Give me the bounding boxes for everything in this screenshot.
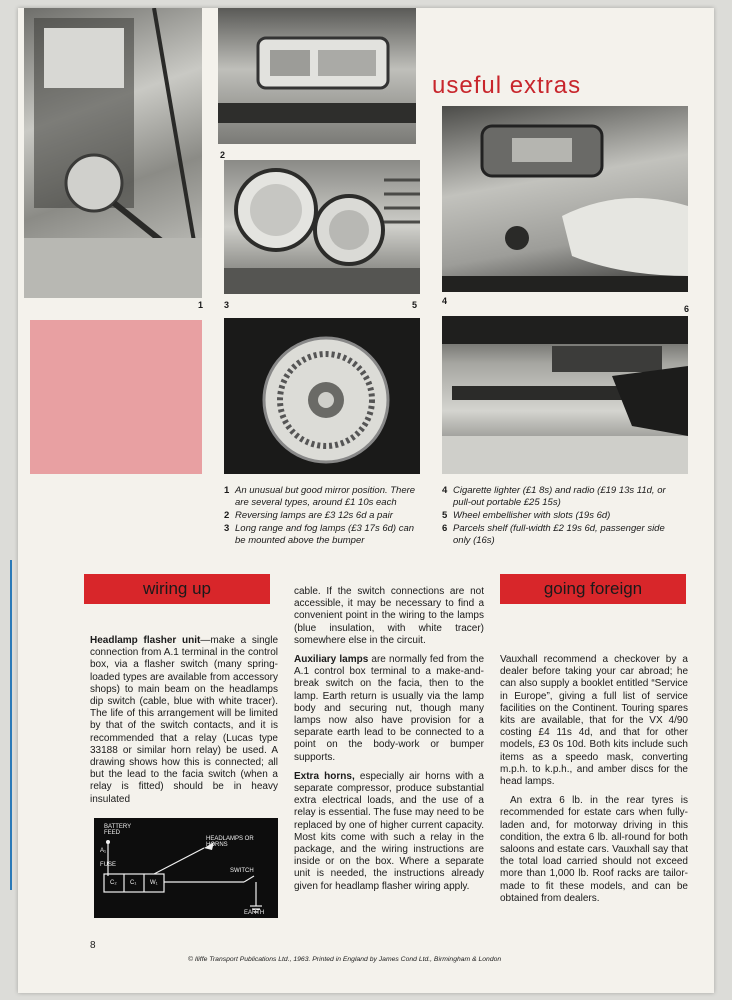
- paragraph-auxiliary-lamps: Auxiliary lamps are normally fed from the A.1 control box terminal to a make-and-break switch on the facia, then to the lamp. Earth return is usually via the lamp body and securing nut, though many lamps now also have provision for a separate earth lead to be connected to a point on the body-work or bumper supports.: [294, 654, 485, 763]
- wiring-column-1: [90, 635, 278, 813]
- page-title: useful extras: [432, 72, 582, 99]
- diagram-label-battery: BATTERY FEED: [104, 824, 132, 836]
- diagram-label-earth: EARTH: [244, 910, 265, 916]
- brochure-page: [18, 8, 714, 993]
- photo-number: 5: [412, 300, 418, 310]
- fog-lamps-icon: [224, 160, 420, 294]
- diagram-label-c1: C₁: [130, 880, 137, 886]
- photo-reversing-lamp: [218, 8, 416, 144]
- door-mirror-icon: [24, 8, 202, 298]
- paragraph-extra-horns: Extra horns, especially air horns with a separate compressor, produce substantial extra electrical loads, and the use of a relay is essential. The fuse may need to be replaced by one of higher current capacity. Most kits come with such a relay in the package, and the wiring instructions are inside or on the box. Where a separate unit is needed, the instructions already given for headlamp flasher wiring apply.: [294, 770, 484, 892]
- paragraph-flasher: Headlamp flasher unit—make a single connection from A.1 terminal in the control box, via a flasher switch (many spring-loaded types are available from accessory shops) to main beam on the headlamps dip switch (cable, blue with white tracer). The life of this arrangement will be limited by that of the switch contacts, and it is recommended that a relay (Lucas type 33188 or similar horn relay) be used. A drawing shows how this is connected; all but the lead to the facia switch (when a relay is fitted) should be in heavy insulated: [90, 635, 279, 805]
- captions-right: [442, 485, 672, 548]
- copyright-footer: © Iliffe Transport Publications Ltd., 1963. Printed in England by James Cond Ltd., Birmingham & London: [188, 956, 502, 963]
- wiring-column-2: [294, 586, 484, 900]
- photo-number: 1: [198, 300, 204, 310]
- pink-colour-block: [30, 320, 202, 474]
- diagram-label-headlamps: HEADLAMPS OR HORNS: [206, 836, 254, 848]
- diagram-label-w1: W₁: [150, 880, 158, 886]
- photo-number: 6: [684, 304, 690, 314]
- reversing-lamp-icon: [218, 8, 416, 144]
- photo-wheel-embellisher: [224, 318, 420, 474]
- caption-item: 2 Reversing lamps are £3 12s 6d a pair: [224, 510, 393, 521]
- photo-parcels-shelf: [442, 316, 688, 474]
- photo-fog-lamps: [224, 160, 420, 294]
- photo-number: 2: [220, 150, 226, 160]
- photo-number: 4: [442, 296, 448, 306]
- wheel-embellisher-icon: [224, 318, 420, 474]
- cigarette-lighter-icon: [442, 106, 688, 292]
- photo-number: 3: [224, 300, 230, 310]
- diagram-label-c2: C₂: [110, 880, 117, 886]
- caption-item: 4 Cigarette lighter (£1 8s) and radio (£19 13s 11d, or pull-out portable £25 15s): [442, 485, 666, 508]
- caption-item: 6 Parcels shelf (full-width £2 19s 6d, passenger side only (16s): [442, 523, 665, 546]
- parcels-shelf-icon: [442, 316, 688, 474]
- paragraph-checkover: Vauxhall recommend a checkover by a dealer before taking your car abroad; he can also supply a booklet entitled “Service in Europe”, giving a full list of service facilities on the Continent. Touring spares kits are available, that for the VX 4/90 costing £4 11s 4d, and that for other models, £3 0s 10d. Both kits include such items as a speedo mask, converting m.p.h. to k.p.h., and amber discs for the head lamps.: [500, 654, 688, 788]
- going-foreign-heading: going foreign: [500, 574, 686, 604]
- paragraph-flasher-continued: cable. If the switch connections are not accessible, it may be necessary to find a convenient point in the wiring to the lamps (blue insulation, with white tracer) somewhere else in the circuit.: [294, 586, 484, 646]
- caption-item: 3 Long range and fog lamps (£3 17s 6d) can be mounted above the bumper: [224, 523, 415, 546]
- binding-edge-line: [10, 560, 12, 890]
- wiring-diagram: [94, 818, 278, 918]
- diagram-label-a1: A₁: [100, 848, 107, 854]
- captions-left: [224, 485, 424, 548]
- paragraph-tyres: An extra 6 lb. in the rear tyres is recommended for estate cars when fully-laden and, for motorway driving in this condition, the extra 6 lb. all-round for both saloons and estate cars. Vauxhall say that the total load carried should not exceed more than 1,000 lb. Roof racks are tailor-made to fit these models, and can be obtained from dealers.: [500, 795, 688, 904]
- photo-cigarette-lighter: [442, 106, 688, 292]
- caption-item: 1 An unusual but good mirror position. There are several types, around £1 10s each: [224, 485, 416, 508]
- diagram-label-switch: SWITCH: [230, 868, 254, 874]
- wiring-up-heading: wiring up: [84, 574, 270, 604]
- caption-item: 5 Wheel embellisher with slots (19s 6d): [442, 510, 611, 521]
- diagram-label-fuse: FUSE: [100, 862, 117, 868]
- foreign-column: [500, 654, 688, 912]
- page-number: 8: [90, 940, 96, 951]
- photo-door-mirror: [24, 8, 202, 298]
